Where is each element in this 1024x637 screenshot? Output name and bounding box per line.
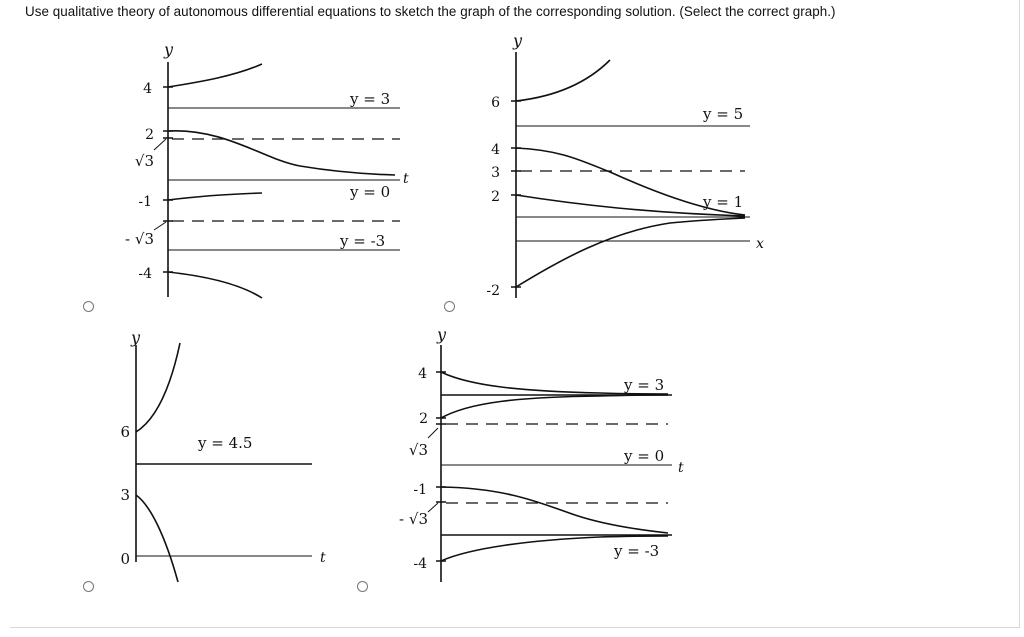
option-a-neg-sqrt3-pointer — [154, 222, 166, 230]
question-text: Use qualitative theory of autonomous differential equations to sketch the graph of the corresponding solution. (Select the correct graph.) — [25, 4, 836, 19]
option-a-eq-label-0: y = 0 — [350, 183, 391, 201]
option-d-tick-neg4: -4 — [413, 556, 427, 572]
option-a-curve-from-neg1 — [168, 193, 262, 200]
option-d-curve-from-neg1 — [441, 487, 668, 533]
option-b-eq-label-1: y = 1 — [703, 193, 744, 211]
option-b-graph[interactable] — [486, 31, 764, 299]
option-b-tick-3: 3 — [491, 165, 500, 181]
option-d-t-axis-label: t — [678, 460, 684, 476]
option-a-tick-4: 4 — [143, 81, 152, 97]
option-c-t-axis-label: t — [320, 550, 326, 566]
option-a-curve-from-neg4 — [168, 272, 262, 298]
option-c-eq-label-4-5: y = 4.5 — [198, 434, 253, 452]
option-a-y-axis-label: y — [164, 40, 174, 59]
option-a-curve-from-4 — [168, 64, 262, 87]
option-d-eq-label-neg3: y = -3 — [614, 542, 660, 560]
option-d-tick-2: 2 — [419, 411, 428, 427]
option-a-tick-2: 2 — [145, 127, 154, 143]
option-b-curve-from-6 — [516, 60, 610, 101]
option-d-tick-4: 4 — [418, 366, 427, 382]
option-b-eq-label-5: y = 5 — [703, 105, 744, 123]
option-d-tick-neg-sqrt3: - √3 — [399, 510, 428, 528]
option-c-graph[interactable] — [120, 328, 326, 582]
option-d-y-axis-label: y — [437, 325, 447, 344]
option-c-tick-6: 6 — [120, 423, 130, 441]
option-a-graph[interactable] — [125, 40, 409, 298]
option-c-tick-3: 3 — [120, 486, 130, 504]
option-a-tick-neg4: -4 — [138, 266, 152, 282]
option-d-eq-label-3: y = 3 — [624, 376, 665, 394]
option-a-tick-sqrt3: √3 — [134, 152, 154, 170]
option-b-curve-from-neg2 — [516, 218, 745, 287]
option-b-tick-2: 2 — [491, 189, 500, 205]
option-d-tick-neg1: -1 — [413, 482, 427, 498]
option-a-tick-neg1: -1 — [138, 194, 152, 210]
option-c-y-axis-label: y — [131, 328, 141, 347]
option-b-tick-6: 6 — [491, 95, 500, 111]
option-d-eq-label-0: y = 0 — [624, 447, 665, 465]
option-d-curve-from-2 — [441, 395, 668, 418]
option-a-eq-label-3: y = 3 — [350, 90, 391, 108]
option-c-curve-from-3 — [136, 495, 178, 582]
option-c-curve-from-6 — [136, 343, 180, 432]
option-a-eq-label-neg3: y = -3 — [340, 232, 386, 250]
option-a-tick-neg-sqrt3: - √3 — [125, 230, 154, 248]
option-d-graph[interactable] — [399, 325, 684, 582]
option-a-curve-from-2 — [168, 131, 395, 175]
option-b-y-axis-label: y — [513, 31, 523, 50]
option-c-tick-0: 0 — [120, 550, 130, 568]
option-b-tick-4: 4 — [491, 142, 500, 158]
option-a-t-axis-label: t — [403, 171, 409, 187]
option-a-sqrt3-pointer — [154, 139, 166, 150]
option-d-neg-sqrt3-pointer — [428, 503, 438, 512]
option-d-sqrt3-pointer — [428, 428, 438, 438]
option-b-tick-neg2: -2 — [486, 283, 500, 299]
option-d-tick-sqrt3: √3 — [408, 441, 428, 459]
option-b-x-axis-label: x — [756, 236, 764, 252]
